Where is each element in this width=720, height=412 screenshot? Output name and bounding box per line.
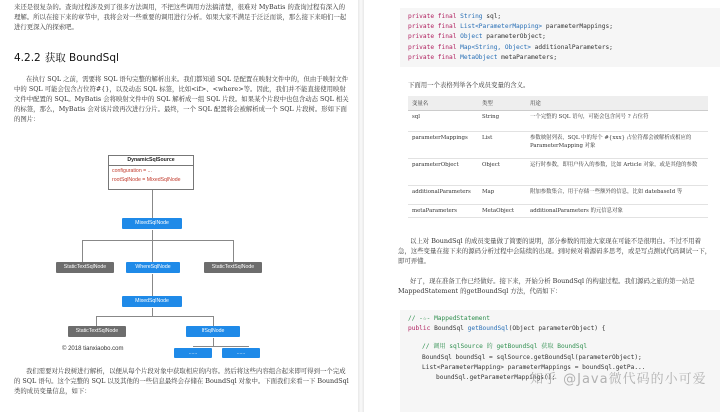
connector — [193, 346, 249, 347]
paragraph-1: 在执行 SQL 之前，需要将 SQL 语句完整的解析出来。我们都知道 SQL 是配置在映射文件中的，但由于映射文件中的 SQL 可能会包含占位符#{}，以及动态 SQL 标签，比如<if>、<where>等。因此，我们并不能直接使用映射文件中配置的 SQL。MyBatis 会将映射文件中的 SQL 解析成一组 SQL 片段。如果某个片段中也包含动态 SQL 相关的标签，那么，MyBatis 会对该片段再次进行分片。最终，一个 SQL 配置将会被解析成一个 SQL 片段树。形如下面的图片： — [14, 75, 349, 123]
member-variables-code-block — [400, 8, 720, 67]
static-text-sql-node-bottom: StaticTextSqlNode — [68, 326, 126, 337]
table-header: 变量名 — [408, 96, 478, 111]
table-header: 类型 — [478, 96, 526, 111]
table-cell: 运行时参数，即用户传入的参数，比如 Article 对象，或是其他的参数 — [526, 159, 708, 186]
table-cell: 附加参数集合，用于存储一些额外的信息，比如 datebaseId 等 — [526, 186, 708, 205]
where-sql-node: WhereSqlNode — [126, 262, 180, 273]
table-cell: MetaObject — [478, 205, 526, 218]
table-cell: parameterMappings — [408, 132, 478, 159]
connector — [82, 240, 234, 241]
member-variables-table — [408, 96, 708, 218]
diagram-copyright: © 2018 tianxiaobo.com — [62, 346, 124, 352]
table-cell: 一个完整的 SQL 语句，可能会包含问号 ? 占位符 — [526, 111, 708, 132]
connector — [152, 190, 153, 218]
table-cell: 参数映射列表，SQL 中的每个 #{xxx} 占位符都会被解析成相应的 ParameterMapping 对象 — [526, 132, 708, 159]
code-spacer — [408, 334, 712, 342]
paragraph-2: 我们需要对片段树进行解析，以便从每个片段对象中获取相应的内容。然后将这些内容组合起来即可得到一个完成的 SQL 语句。这个完整的 SQL 以及其他的一些信息最终会存储在 BoundSql 对象中。下面我们来看一下 BoundSql 类的成员变量信息，如下： — [14, 367, 349, 395]
table-header-row — [408, 96, 708, 111]
intro-paragraph: 来还是很复杂的。查询过程涉及到了很多方法调用，不把这些调用方法搞清楚，很难对 MyBatis 的查询过程有深入的理解。所以在接下来的章节中，我将会对一些重要的调用进行分析。如果大家不满足于泛泛而谈，那么接下来咱们一起进行更深入的探索吧。 — [14, 3, 347, 31]
mixed-sql-node-root: MixedSqlNode — [122, 218, 182, 229]
if-sql-node: IfSqlNode — [186, 326, 240, 337]
right-page — [364, 0, 720, 412]
static-text-sql-node-left: StaticTextSqlNode — [56, 262, 114, 273]
zhihu-watermark: 知乎 @Java微代码的小可爱 — [530, 372, 707, 387]
table-cell: additionalParameters — [408, 186, 478, 205]
code-line: private final String sql; — [408, 13, 502, 20]
table-header: 用途 — [526, 96, 708, 111]
connector — [152, 274, 153, 284]
connector — [152, 308, 153, 316]
table-row — [408, 159, 708, 186]
connector — [96, 316, 97, 326]
connector — [213, 338, 214, 346]
dynamic-sql-source-field-rootsqlnode: rootSqlNode = MixedSqlNode — [112, 177, 181, 183]
table-row — [408, 186, 708, 205]
connector — [152, 284, 153, 296]
connector — [233, 240, 234, 262]
getboundsql-code-block — [400, 310, 720, 412]
table-cell: Object — [478, 159, 526, 186]
dynamic-sql-source-field-configuration: configuration = ... — [112, 168, 152, 174]
connector — [152, 240, 153, 262]
table-cell: metaParameters — [408, 205, 478, 218]
ellipsis-node-1: ...... — [174, 348, 212, 358]
table-row — [408, 111, 708, 132]
section-number: 4.2.2 — [14, 52, 41, 64]
connector — [96, 316, 214, 317]
table-row — [408, 132, 708, 159]
table-cell: String — [478, 111, 526, 132]
ellipsis-node-2: ...... — [222, 348, 260, 358]
sql-node-tree-diagram — [56, 150, 316, 360]
table-cell: sql — [408, 111, 478, 132]
dynamic-sql-source-box — [108, 155, 194, 190]
code-line: BoundSql boundSql = sqlSource.getBoundSql(parameterObject); — [422, 353, 642, 361]
dynamic-sql-source-title: DynamicSqlSource — [109, 156, 193, 166]
paragraph-4: 好了，现在准备工作已经做好。接下来，开始分析 BoundSql 的构建过程。我们源码之旅的第一站是 MappedStatement 的getBoundSql 方法，代码如下： — [398, 277, 695, 295]
section-title: 获取 BoundSql — [44, 52, 119, 64]
code-line: private final Map<String, Object> additionalParameters; — [408, 43, 613, 51]
code-line: private final List<ParameterMapping> parameterMappings; — [408, 23, 613, 31]
code-line: boundSql.getParameterMappings(); — [436, 374, 556, 382]
code-line: private final Object parameterObject; — [408, 33, 546, 41]
table-cell: Map — [478, 186, 526, 205]
code-comment: // 调用 sqlSource 的 getBoundSql 获取 BoundSql — [422, 343, 588, 351]
code-comment: // -☆- MappedStatement — [408, 315, 490, 322]
code-line: public BoundSql getBoundSql(Object parameterObject) { — [408, 325, 606, 333]
table-cell: List — [478, 132, 526, 159]
table-row — [408, 205, 708, 218]
section-heading — [14, 50, 123, 65]
mixed-sql-node-child: MixedSqlNode — [122, 296, 182, 307]
code-line: private final MetaObject metaParameters; — [408, 53, 558, 61]
connector — [213, 316, 214, 326]
connector — [152, 230, 153, 240]
table-intro: 下面用一个表格列举各个成员变量的含义。 — [408, 81, 530, 89]
code-line: List<ParameterMapping> parameterMappings = boundSql.getPa... — [422, 363, 646, 371]
table-cell: additionalParameters 的元信息对象 — [526, 205, 708, 218]
static-text-sql-node-right: StaticTextSqlNode — [204, 262, 262, 273]
paragraph-3: 以上对 BoundSql 的成员变量做了简要的说明，部分参数的用途大家现在可能不是很明白。不过不用着急，这些变量在接下来的源码分析过程中会陆续的出现。到时候对着源码多思考，或是写点测试代码调试一下，即可弄懂。 — [398, 237, 712, 265]
table-cell: parameterObject — [408, 159, 478, 186]
connector — [82, 240, 83, 262]
